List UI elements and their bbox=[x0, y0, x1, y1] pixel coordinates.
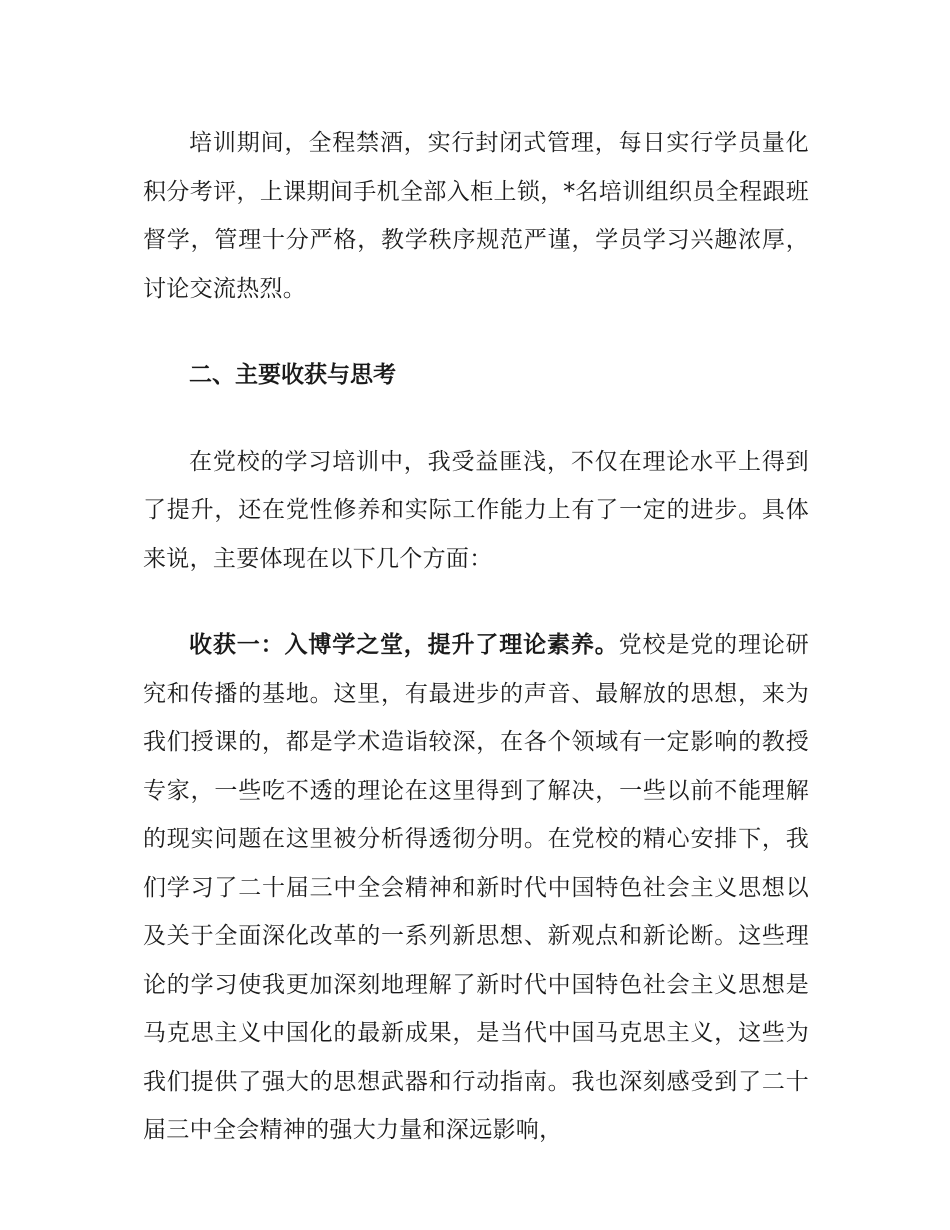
paragraph-spacer bbox=[143, 400, 809, 438]
paragraph-spacer bbox=[143, 583, 809, 621]
section-heading: 二、主要收获与思考 bbox=[189, 362, 396, 388]
document-body bbox=[143, 119, 809, 1155]
paragraph-gain-one bbox=[143, 621, 809, 1155]
paragraph-spacer bbox=[143, 313, 809, 351]
paragraph-training-discipline: 培训期间，全程禁酒，实行封闭式管理，每日实行学员量化积分考评，上课期间手机全部入柜上锁，*名培训组织员全程跟班督学，管理十分严格，教学秩序规范严谨，学员学习兴趣浓厚，讨论交流热烈。 bbox=[143, 130, 809, 302]
gain-one-body: 党校是党的理论研究和传播的基地。这里，有最进步的声音、最解放的思想，来为我们授课的，都是学术造诣较深，在各个领域有一定影响的教授专家，一些吃不透的理论在这里得到了解决，一些以前不能理解的现实问题在这里被分析得透彻分明。在党校的精心安排下，我们学习了二十届三中全会精神和新时代中国特色社会主义思想以及关于全面深化改革的一系列新思想、新观点和新论断。这些理论的学习使我更加深刻地理解了新时代中国特色社会主义思想是马克思主义中国化的最新成果，是当代中国马克思主义，这些为我们提供了强大的思想武器和行动指南。我也深刻感受到了二十届三中全会精神的强大力量和深远影响， bbox=[143, 632, 809, 1143]
paragraph-gains-intro: 在党校的学习培训中，我受益匪浅，不仅在理论水平上得到了提升，还在党性修养和实际工作能力上有了一定的进步。具体来说，主要体现在以下几个方面： bbox=[143, 448, 809, 572]
gain-one-lead: 收获一：入博学之堂，提升了理论素养。 bbox=[189, 632, 619, 658]
